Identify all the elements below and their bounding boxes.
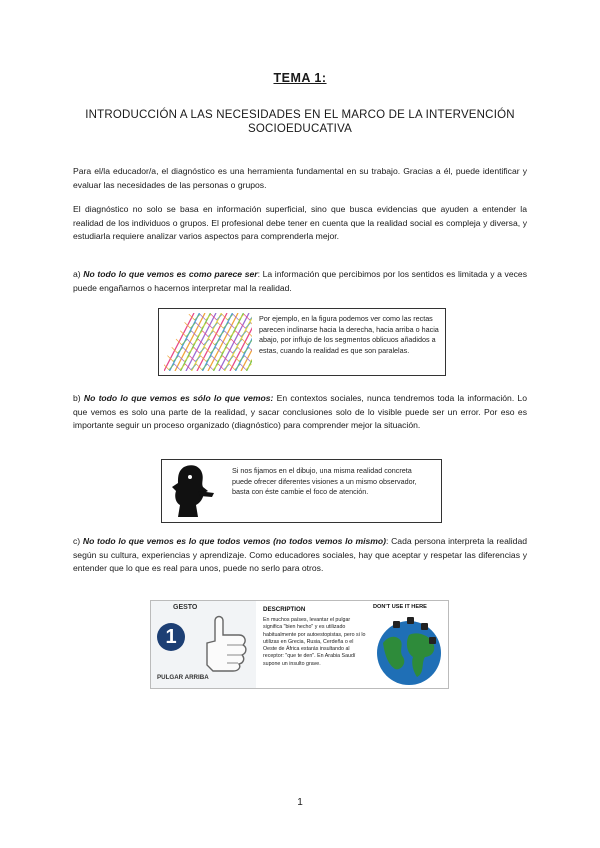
illusion-segment bbox=[211, 314, 217, 320]
illusion-segment bbox=[167, 356, 173, 362]
item-b-label: b) bbox=[73, 393, 81, 403]
illusion-segment bbox=[240, 364, 246, 370]
illusion-segment bbox=[191, 364, 197, 370]
illusion-segment bbox=[218, 322, 224, 328]
illusion-segment bbox=[199, 347, 205, 353]
item-a-emphasis: No todo lo que vemos es como parece ser bbox=[83, 269, 258, 279]
illusion-segment bbox=[216, 314, 222, 320]
illusion-segment bbox=[172, 347, 178, 353]
illusion-segment bbox=[242, 339, 248, 345]
illusion-segment bbox=[231, 339, 237, 345]
figure1-caption: Por ejemplo, en la figura podemos ver como las rectas parecen inclinarse hacia la derecha, hacia arriba o hacia abajo, por influjo de los segmentos oblicuos añadidos a estas, cuando la realidad es que son paralelas. bbox=[259, 314, 439, 355]
illusion-segment bbox=[224, 364, 230, 370]
illusion-segment bbox=[178, 356, 184, 362]
illusion-segment bbox=[194, 347, 200, 353]
illusion-segment bbox=[240, 322, 246, 328]
illusion-segment bbox=[227, 314, 233, 320]
thumbs-up-icon bbox=[193, 611, 251, 673]
illusion-segment bbox=[191, 331, 197, 337]
illusion-segment bbox=[189, 314, 195, 320]
paragraph-diagnosis: El diagnóstico no solo se basa en información superficial, sino que busca evidencias que ayuden a entender la realidad de los individuos o grupos. El profesional debe tener en cuenta que la realidad social es compleja y diversa, y estudiarla requiere analizar varios aspectos para comprenderla mejor. bbox=[73, 204, 527, 242]
illusion-segment bbox=[232, 347, 238, 353]
illusion-segment bbox=[182, 339, 188, 345]
illusion-segment bbox=[198, 339, 204, 345]
illusion-segment bbox=[213, 364, 219, 370]
illusion-segment bbox=[212, 322, 218, 328]
illusion-segment bbox=[200, 314, 206, 320]
illusion-segment bbox=[219, 331, 225, 337]
paragraph-b bbox=[73, 392, 527, 433]
illusion-segment bbox=[205, 314, 211, 320]
illusion-segment bbox=[206, 356, 212, 362]
illusion-segment bbox=[222, 314, 228, 320]
illusion-segment bbox=[220, 339, 226, 345]
description-text: En muchos países, levantar el pulgar significa "bien hecho" y es utilizado habitualmente por autoestopistas, pero si lo utilizas en Grecia, Rusia, Cerdeña o el Oeste de África estarás insultando al receptor: "que te den". En Arabia Saudí supone un insulto grave. bbox=[263, 617, 366, 667]
illusion-segment bbox=[238, 314, 244, 320]
description-header: DESCRIPTION bbox=[263, 606, 306, 613]
illusion-segment bbox=[233, 314, 239, 320]
illusion-segment bbox=[215, 339, 221, 345]
illusion-segment bbox=[237, 339, 243, 345]
illusion-segment bbox=[246, 364, 252, 370]
item-a-label: a) bbox=[73, 269, 81, 279]
illusion-segment bbox=[235, 331, 241, 337]
gesture-name: PULGAR ARRIBA bbox=[157, 674, 209, 681]
illusion-segment bbox=[209, 339, 215, 345]
illusion-segment bbox=[243, 347, 249, 353]
item-b-emphasis: No todo lo que vemos es sólo lo que vemos: bbox=[83, 393, 274, 403]
figure-thumbs-up-infographic bbox=[150, 600, 449, 689]
illusion-segment bbox=[205, 347, 211, 353]
figure-parallel-lines bbox=[158, 308, 446, 376]
illusion-segment bbox=[174, 364, 180, 370]
illusion-segment bbox=[180, 364, 186, 370]
illusion-segment bbox=[193, 339, 199, 345]
illusion-segment bbox=[195, 356, 201, 362]
illusion-segment bbox=[200, 356, 206, 362]
gesture-number-badge: 1 bbox=[157, 623, 185, 651]
illusion-segment bbox=[227, 347, 233, 353]
illusion-segment bbox=[224, 331, 230, 337]
figure-ambiguous-drawing bbox=[161, 459, 442, 523]
illusion-segment bbox=[185, 364, 191, 370]
illusion-segment bbox=[184, 356, 190, 362]
illusion-segment bbox=[226, 339, 232, 345]
illusion-segment bbox=[207, 364, 213, 370]
illusion-segment bbox=[217, 356, 223, 362]
illusion-segment bbox=[186, 331, 192, 337]
illusion-segment bbox=[241, 331, 247, 337]
illusion-segment bbox=[230, 331, 236, 337]
illusion-segment bbox=[246, 331, 252, 337]
illusion-segment bbox=[208, 331, 214, 337]
illusion-segment bbox=[176, 339, 182, 345]
item-c-label: c) bbox=[73, 536, 81, 546]
dont-use-header: DON'T USE IT HERE bbox=[373, 604, 427, 610]
illusion-segment bbox=[229, 364, 235, 370]
page-number: 1 bbox=[297, 797, 303, 808]
item-c-text: : Cada persona interpreta la realidad según su cultura, experiencias y aprendizaje. Como educadores sociales, hay que aceptar y respetar las diferencias y entender que lo que es real para unos, puede no serlo para otros. bbox=[73, 536, 528, 574]
illusion-segment bbox=[223, 322, 229, 328]
theme-title: TEMA 1: bbox=[273, 71, 327, 85]
item-a-text: : La información que percibimos por los sentidos es limitada y a veces puede engañarnos o hacernos interpretar mal la realidad. bbox=[73, 269, 528, 293]
illusion-segment bbox=[207, 322, 213, 328]
illusion-segment bbox=[183, 347, 189, 353]
illusion-segment bbox=[221, 347, 227, 353]
gesture-label: GESTO bbox=[173, 604, 198, 611]
illusion-segment bbox=[244, 314, 250, 320]
illusion-segment bbox=[202, 331, 208, 337]
illusion-segment bbox=[194, 314, 200, 320]
illusion-segment bbox=[211, 356, 217, 362]
illusion-segment bbox=[228, 356, 234, 362]
illusion-segment bbox=[216, 347, 222, 353]
item-b-text: En contextos sociales, nunca tendremos toda la información. Lo que vemos es solo una parte de la realidad, y sacar conclusiones solo de lo visible puede ser un error. Por eso es importante seguir un proceso organizado (diagnóstico) para comprender mejor la situación. bbox=[73, 393, 527, 431]
figure2-caption: Si nos fijamos en el dibujo, una misma realidad concreta puede ofrecer diferentes visiones a un mismo observador, basta con éste cambie el foco de atención. bbox=[232, 466, 417, 496]
illusion-segment bbox=[196, 364, 202, 370]
paragraph-a bbox=[73, 268, 527, 295]
illusion-segment bbox=[210, 347, 216, 353]
illusion-segment bbox=[235, 364, 241, 370]
illusion-segment bbox=[244, 356, 250, 362]
illusion-segment bbox=[218, 364, 224, 370]
ambiguous-silhouette-image bbox=[170, 463, 216, 519]
illusion-segment bbox=[196, 322, 202, 328]
illusion-segment bbox=[233, 356, 239, 362]
illusion-segment bbox=[213, 331, 219, 337]
illusion-segment bbox=[169, 364, 175, 370]
illusion-segment bbox=[201, 322, 207, 328]
globe-icon bbox=[373, 613, 445, 687]
paragraph-intro: Para el/la educador/a, el diagnóstico es una herramienta fundamental en su trabajo. Gracias a él, puede identificar y evaluar las necesidades de las personas o grupos. bbox=[73, 166, 527, 190]
illusion-segment bbox=[239, 356, 245, 362]
illusion-segment bbox=[180, 331, 186, 337]
illusion-segment bbox=[238, 347, 244, 353]
illusion-segment bbox=[185, 322, 191, 328]
illusion-segment bbox=[197, 331, 203, 337]
illusion-segment bbox=[234, 322, 240, 328]
illusion-segment bbox=[190, 322, 196, 328]
parallel-lines-illusion-image bbox=[164, 313, 252, 371]
illusion-segment bbox=[229, 322, 235, 328]
illusion-segment bbox=[177, 347, 183, 353]
illusion-segment bbox=[222, 356, 228, 362]
illusion-segment bbox=[204, 339, 210, 345]
illusion-segment bbox=[189, 356, 195, 362]
paragraph-c bbox=[73, 535, 527, 576]
item-c-emphasis: No todo lo que vemos es lo que todos vemos (no todos vemos lo mismo) bbox=[82, 536, 387, 546]
illusion-segment bbox=[173, 356, 179, 362]
section-heading: INTRODUCCIÓN A LAS NECESIDADES EN EL MARCO DE LA INTERVENCIÓN SOCIOEDUCATIVA bbox=[85, 109, 515, 135]
illusion-segment bbox=[187, 339, 193, 345]
illusion-segment bbox=[188, 347, 194, 353]
illusion-segment bbox=[245, 322, 251, 328]
illusion-segment bbox=[202, 364, 208, 370]
